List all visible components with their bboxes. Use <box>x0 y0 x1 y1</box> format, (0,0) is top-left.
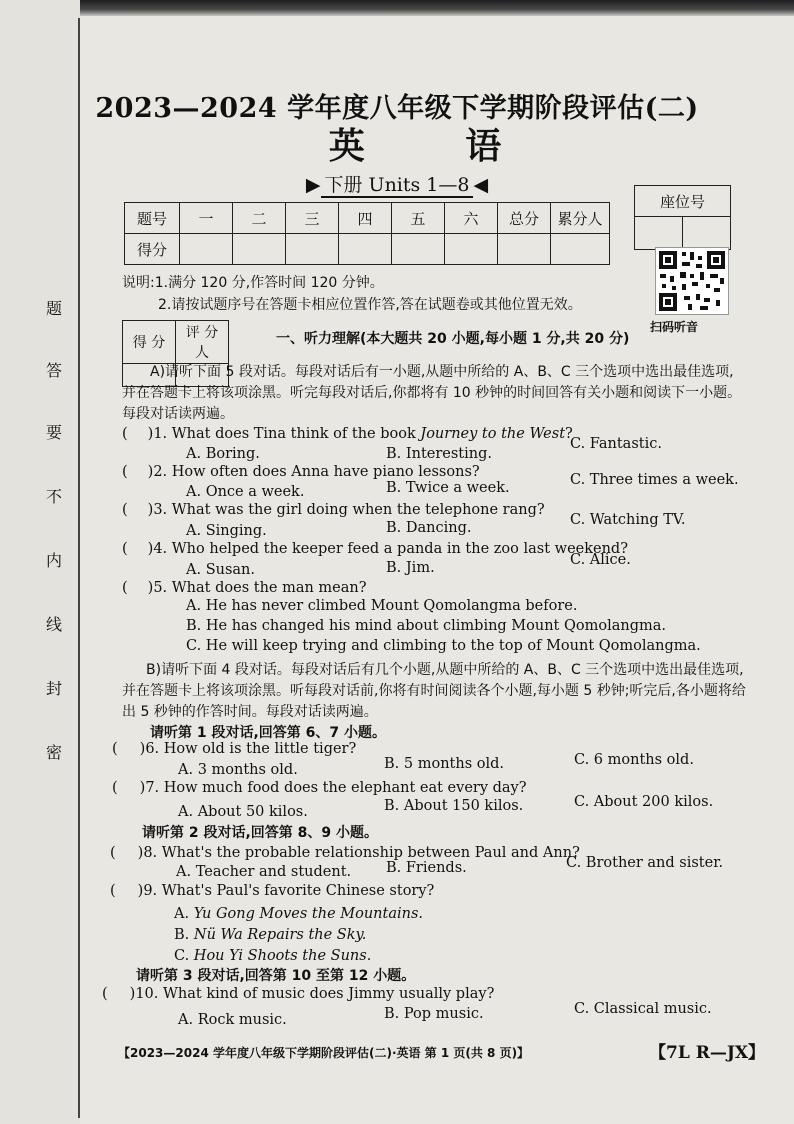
note-line-2: 2.请按试题序号在答题卡相应位置作答,答在试题卷或其他位置无效。 <box>158 297 582 313</box>
grader-name-label: 评 分 人 <box>176 321 229 364</box>
answer-paren[interactable]: ( <box>122 464 128 480</box>
paper-code: 【7L R—JX】 <box>649 1043 766 1063</box>
question-9: ( )9. What's Paul's favorite Chinese story? <box>110 883 435 899</box>
question-10: ( )10. What kind of music does Jimmy usually play? <box>102 986 495 1002</box>
question-3: ( )3. What was the girl doing when the telephone rang? <box>122 502 545 518</box>
answer-paren[interactable]: ( <box>112 741 118 757</box>
score-header-cell: 总分 <box>498 203 551 234</box>
listen-prompt-3: 请听第 3 段对话,回答第 10 至第 12 小题。 <box>136 968 416 984</box>
margin-char: 不 <box>46 487 63 506</box>
option-b[interactable]: B. Interesting. <box>386 446 492 462</box>
score-header-cell: 三 <box>286 203 339 234</box>
qr-caption: 扫码听音 <box>650 320 699 334</box>
option-a[interactable]: A. Singing. <box>186 523 267 539</box>
question-7: ( )7. How much food does the elephant eat every day? <box>112 780 527 796</box>
margin-char: 要 <box>46 423 63 442</box>
option-b[interactable]: B. Pop music. <box>384 1006 484 1022</box>
question-5: ( )5. What does the man mean? <box>122 580 367 596</box>
option-a[interactable]: A. Boring. <box>186 446 260 462</box>
margin-char: 封 <box>46 679 63 698</box>
part-b-instructions: B)请听下面 4 段对话。每段对话后有几个小题,从题中所给的 A、B、C 三个选项中选出最佳选项,并在答题卡上将该项涂黑。听每段对话前,你将有时间阅读各个小题,每小题 5 秒钟;听完后,各小题将给出 5 秒钟的作答时间。每段对话读两遍。 <box>122 662 746 720</box>
option-a[interactable]: A. He has never climbed Mount Qomolangma before. <box>186 598 578 614</box>
option-b[interactable]: B. About 150 kilos. <box>384 798 524 814</box>
seat-label: 座位号 <box>635 186 731 217</box>
option-a[interactable]: A. 3 months old. <box>178 762 298 778</box>
option-a[interactable]: A. Yu Gong Moves the Mountains. <box>174 906 424 922</box>
question-2: ( )2. How often does Anna have piano lessons? <box>122 464 480 480</box>
units-label: 下册 Units 1—8 <box>321 174 474 198</box>
option-b[interactable]: B. Friends. <box>386 860 467 876</box>
seat-cell[interactable] <box>683 217 731 250</box>
score-header-cell: 二 <box>233 203 286 234</box>
answer-paren[interactable]: ( <box>122 426 128 442</box>
option-b[interactable]: B. Twice a week. <box>386 480 510 496</box>
grader-score-label: 得 分 <box>123 321 176 364</box>
option-b[interactable]: B. Jim. <box>386 560 435 576</box>
option-b[interactable]: B. Dancing. <box>386 520 472 536</box>
answer-paren[interactable]: ( <box>110 845 116 861</box>
margin-char: 线 <box>46 615 63 634</box>
triangle-right-icon: ▶ <box>305 174 321 196</box>
seat-number-box <box>634 185 731 250</box>
score-cell[interactable] <box>498 234 551 265</box>
score-header-cell: 四 <box>339 203 392 234</box>
question-1: ( )1. What does Tina think of the book Journey to the West? <box>122 426 573 442</box>
margin-char: 密 <box>46 743 63 762</box>
margin-char: 内 <box>46 551 63 570</box>
triangle-left-icon: ◀ <box>473 174 489 196</box>
score-cell[interactable] <box>445 234 498 265</box>
seat-cell[interactable] <box>635 217 683 250</box>
answer-paren[interactable]: ( <box>110 883 116 899</box>
option-a[interactable]: A. Susan. <box>186 562 255 578</box>
option-b[interactable]: B. He has changed his mind about climbing Mount Qomolangma. <box>186 618 667 634</box>
option-c[interactable]: C. Brother and sister. <box>566 855 724 871</box>
score-header-cell: 六 <box>445 203 498 234</box>
score-cell[interactable] <box>286 234 339 265</box>
option-c[interactable]: C. Three times a week. <box>570 472 739 488</box>
option-c[interactable]: C. Hou Yi Shoots the Suns. <box>174 948 372 964</box>
option-a[interactable]: A. Once a week. <box>186 484 305 500</box>
score-header-cell: 一 <box>180 203 233 234</box>
option-a[interactable]: A. Rock music. <box>178 1012 287 1028</box>
answer-paren[interactable]: ( <box>102 986 108 1002</box>
option-c[interactable]: C. Alice. <box>570 552 631 568</box>
listen-prompt-1: 请听第 1 段对话,回答第 6、7 小题。 <box>150 725 387 741</box>
note-line-1: 说明:1.满分 120 分,作答时间 120 分钟。 <box>122 275 384 291</box>
option-b[interactable]: B. Nü Wa Repairs the Sky. <box>174 927 367 943</box>
answer-paren[interactable]: ( <box>112 780 118 796</box>
option-c[interactable]: C. He will keep trying and climbing to the top of Mount Qomolangma. <box>186 638 701 654</box>
option-c[interactable]: C. Watching TV. <box>570 512 686 528</box>
score-row-label: 得分 <box>125 234 180 265</box>
part-a-instructions: A)请听下面 5 段对话。每段对话后有一小题,从题中所给的 A、B、C 三个选项中选出最佳选项,并在答题卡上将该项涂黑。听完每段对话后,你都将有 10 秒钟的时间回答有关小题和阅读下一小题。每段对话读两遍。 <box>122 364 742 422</box>
option-a[interactable]: A. Teacher and student. <box>176 864 352 880</box>
option-b[interactable]: B. 5 months old. <box>384 756 505 772</box>
answer-paren[interactable]: ( <box>122 580 128 596</box>
page-footer: 【2023—2024 学年度八年级下学期阶段评估(二)·英语 第 1 页(共 8 页)】 <box>118 1046 530 1060</box>
score-cell[interactable] <box>551 234 610 265</box>
qr-code-icon[interactable] <box>655 247 729 315</box>
section-1-title: 一、听力理解(本大题共 20 小题,每小题 1 分,共 20 分) <box>276 331 630 347</box>
option-c[interactable]: C. 6 months old. <box>574 752 694 768</box>
score-header-cell: 五 <box>392 203 445 234</box>
score-cell[interactable] <box>392 234 445 265</box>
score-cell[interactable] <box>180 234 233 265</box>
margin-char: 题 <box>46 299 63 318</box>
option-a[interactable]: A. About 50 kilos. <box>178 804 308 820</box>
question-6: ( )6. How old is the little tiger? <box>112 741 357 757</box>
subject-title: 英 语 <box>328 125 546 167</box>
listen-prompt-2: 请听第 2 段对话,回答第 8、9 小题。 <box>142 825 379 841</box>
score-header-cell: 累分人 <box>551 203 610 234</box>
margin-char: 答 <box>46 361 63 380</box>
answer-paren[interactable]: ( <box>122 502 128 518</box>
page-top-shadow <box>0 0 794 16</box>
score-header-cell: 题号 <box>125 203 180 234</box>
exam-title: 2023—2024 学年度八年级下学期阶段评估(二) <box>95 93 699 124</box>
option-c[interactable]: C. About 200 kilos. <box>574 794 714 810</box>
score-cell[interactable] <box>339 234 392 265</box>
option-c[interactable]: C. Classical music. <box>574 1001 712 1017</box>
score-cell[interactable] <box>233 234 286 265</box>
option-c[interactable]: C. Fantastic. <box>570 436 662 452</box>
score-table <box>124 202 610 265</box>
question-4: ( )4. Who helped the keeper feed a panda in the zoo last weekend? <box>122 541 628 557</box>
question-8: ( )8. What's the probable relationship between Paul and Ann? <box>110 845 580 861</box>
answer-paren[interactable]: ( <box>122 541 128 557</box>
